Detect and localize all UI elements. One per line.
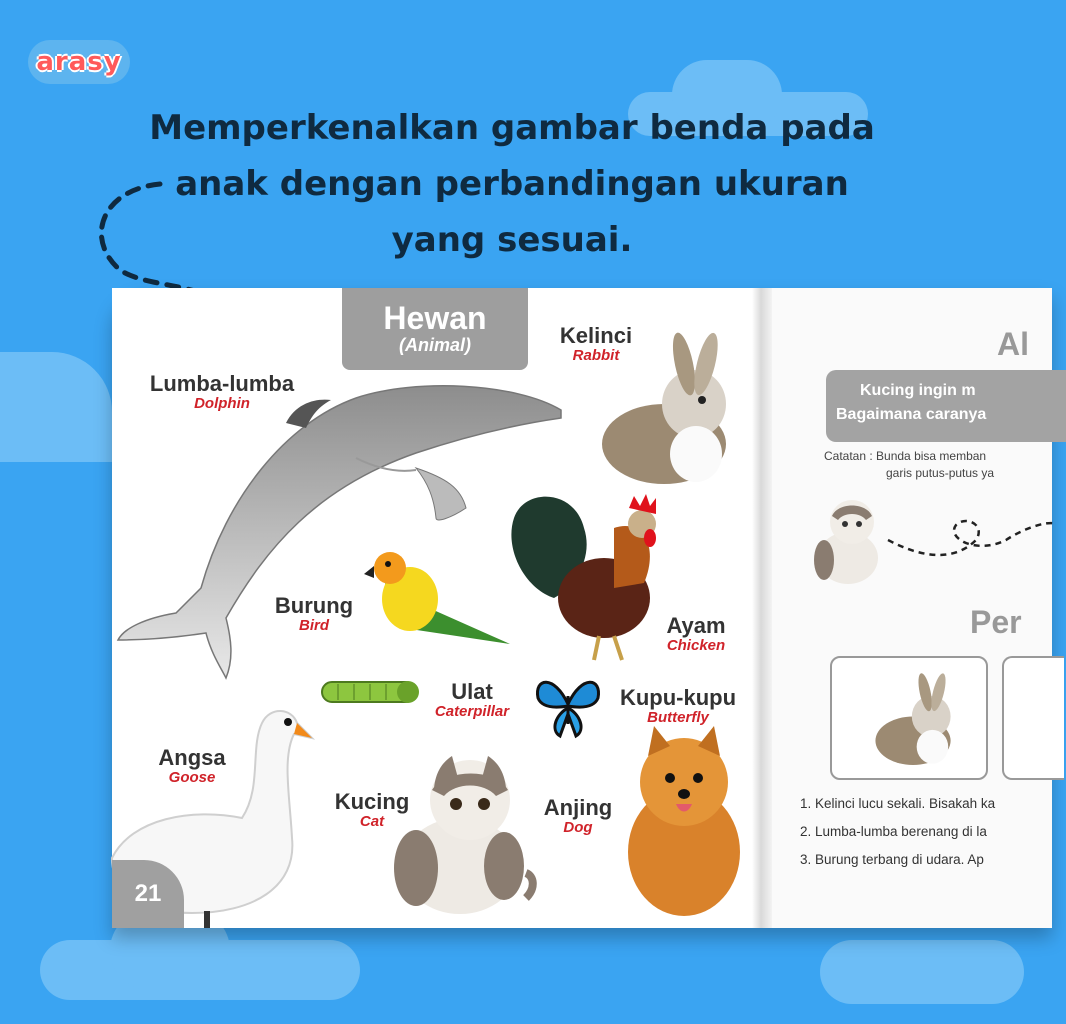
headline-line-2: anak dengan perbandingan ukuran	[175, 164, 849, 204]
picture-card	[1002, 656, 1064, 780]
list-item: 3. Burung terbang di udara. Ap	[800, 852, 984, 867]
left-page	[112, 288, 760, 928]
picture-card	[830, 656, 988, 780]
note-text	[824, 448, 1064, 482]
headline-line-1: Memperkenalkan gambar benda pada	[149, 108, 875, 148]
caterpillar-image	[318, 674, 420, 710]
butterfly-image	[534, 674, 602, 740]
cat-small-image	[814, 494, 884, 586]
animal-label-rabbit: Kelinci Rabbit	[559, 323, 633, 365]
page-number: 21	[112, 860, 184, 928]
bird-image	[360, 544, 512, 654]
headline-line-3: yang sesuai.	[391, 220, 633, 260]
brand-logo: arasy	[28, 40, 130, 84]
cloud-decoration	[820, 940, 1024, 1004]
question-line-1: Kucing ingin m	[860, 382, 976, 399]
animal-label-chicken: Ayam Chicken	[666, 613, 726, 655]
animal-label-bird: Burung Bird	[274, 593, 354, 635]
note-line-2: garis putus-putus ya	[886, 466, 995, 480]
animal-label-dolphin: Lumba-lumba Dolphin	[149, 371, 295, 413]
chicken-image	[504, 488, 666, 666]
cat-image	[396, 748, 536, 916]
list-item: 2. Lumba-lumba berenang di la	[800, 824, 987, 839]
question-list	[800, 790, 995, 874]
right-page	[772, 288, 1052, 928]
animal-label-goose: Angsa Goose	[158, 745, 226, 787]
page-subtitle: (Animal)	[399, 335, 471, 355]
animal-label-butterfly: Kupu-kupu Butterfly	[619, 685, 737, 727]
dashed-path-icon	[886, 510, 1056, 570]
question-line-2: Bagaimana caranya	[836, 406, 987, 423]
page-title-box	[342, 288, 528, 370]
book-spread	[112, 288, 1052, 928]
animal-label-cat: Kucing Cat	[334, 789, 410, 831]
dog-image	[624, 722, 744, 918]
cloud-decoration	[0, 352, 112, 462]
question-box	[826, 370, 1066, 442]
right-page-heading: Al	[997, 326, 1029, 362]
rabbit-small-image	[860, 668, 960, 768]
list-item: 1. Kelinci lucu sekali. Bisakah ka	[800, 796, 996, 811]
book-gutter	[752, 288, 772, 928]
animal-label-caterpillar: Ulat Caterpillar	[434, 679, 510, 721]
animal-label-dog: Anjing Dog	[543, 795, 613, 837]
page-title: Hewan	[383, 300, 487, 336]
right-page-heading-2: Per	[970, 604, 1022, 640]
note-line-1: Catatan : Bunda bisa memban	[824, 449, 987, 463]
